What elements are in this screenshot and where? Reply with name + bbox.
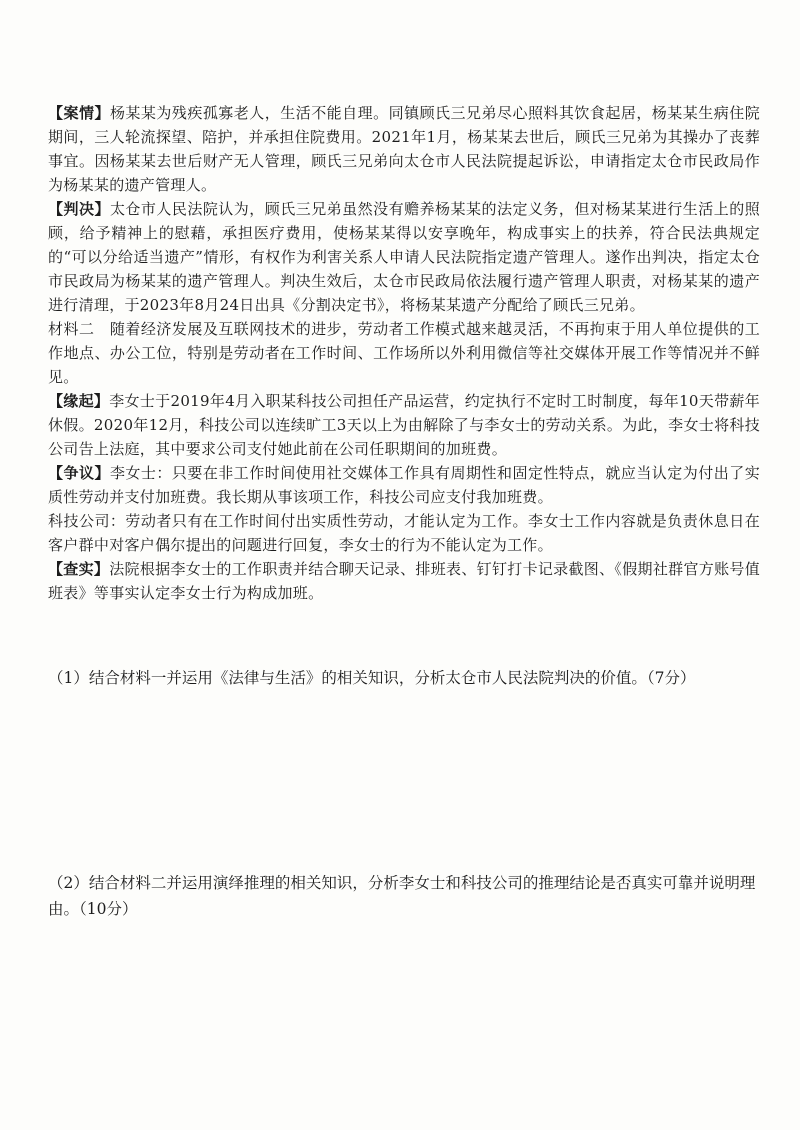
question-1: （1）结合材料一并运用《法律与生活》的相关知识，分析太仓市人民法院判决的价值。（7分） [48,669,696,687]
origin-text: 李女士于2019年4月入职某科技公司担任产品运营，约定执行不定时工时制度，每年10天带薪年休假。2020年12月，科技公司以连续旷工3天以上为由解除了与李女士的劳动关系。为此，李女士将科技公司告上法庭，其中要求公司支付她此前在公司任职期间的加班费。 [48,392,760,458]
dispute-paragraph [48,461,760,509]
case-tag: 【案情】 [48,104,110,122]
finding-tag: 【查实】 [48,560,110,578]
judgment-paragraph [48,197,760,317]
case-text: 杨某某为残疾孤寡老人，生活不能自理。同镇顾氏三兄弟尽心照料其饮食起居，杨某某生病住院期间，三人轮流探望、陪护，并承担住院费用。2021年1月，杨某某去世后，顾氏三兄弟为其操办了丧葬事宜。因杨某某去世后财产无人管理，顾氏三兄弟向太仓市人民法院提起诉讼，申请指定太仓市民政局作为杨某某的遗产管理人。 [48,104,761,194]
origin-tag: 【缘起】 [48,392,110,410]
dispute-tag: 【争议】 [48,464,110,482]
case-paragraph [48,101,760,197]
material2-intro: 材料二 随着经济发展及互联网技术的进步，劳动者工作模式越来越灵活，不再拘束于用人单位提供的工作地点、办公工位，特别是劳动者在工作时间、工作场所以外利用微信等社交媒体开展工作等情况并不鲜见。 [48,320,760,386]
judgment-text: 太仓市人民法院认为，顾氏三兄弟虽然没有赡养杨某某的法定义务，但对杨某某进行生活上的照顾，给予精神上的慰藉，承担医疗费用，使杨某某得以安享晚年，构成事实上的扶养，符合民法典规定的“可以分给适当遗产”情形，有权作为利害关系人申请人民法院指定遗产管理人。遂作出判决，指定太仓市民政局为杨某某的遗产管理人。判决生效后，太仓市民政局依法履行遗产管理人职责，对杨某某的遗产进行清理，于2023年8月24日出具《分割决定书》，将杨某某遗产分配给了顾氏三兄弟。 [48,200,761,314]
finding-paragraph [48,557,760,605]
answer-space-1 [48,694,760,864]
question-2: （2）结合材料二并运用演绎推理的相关知识，分析李女士和科技公司的推理结论是否真实可靠并说明理由。（10分） [48,874,756,918]
material-text [48,101,760,605]
dispute-text: 李女士：只要在非工作时间使用社交媒体工作具有周期性和固定性特点，就应当认定为付出了实质性劳动并支付加班费。我长期从事该项工作，科技公司应支付我加班费。 [48,464,761,506]
company-paragraph: 科技公司：劳动者只有在工作时间付出实质性劳动，才能认定为工作。李女士工作内容就是负责休息日在客户群中对客户偶尔提出的问题进行回复，李女士的行为不能认定为工作。 [48,512,760,554]
judgment-tag: 【判决】 [48,200,110,218]
finding-text: 法院根据李女士的工作职责并结合聊天记录、排班表、钉钉打卡记录截图、《假期社群官方账号值班表》等事实认定李女士行为构成加班。 [48,560,760,602]
answer-space-2 [48,926,760,1116]
origin-paragraph [48,389,760,461]
